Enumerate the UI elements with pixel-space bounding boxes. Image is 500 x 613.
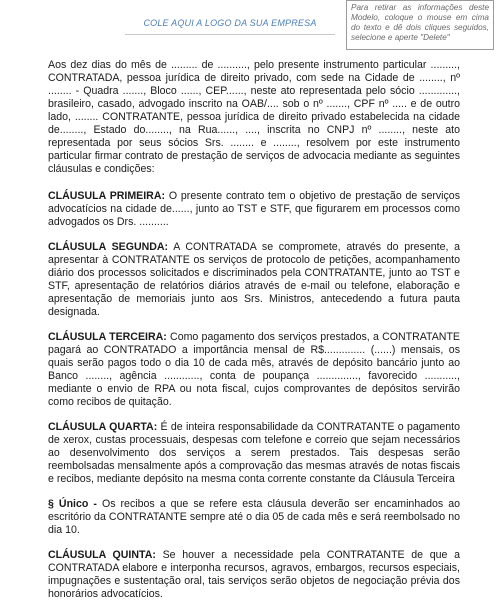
- clause-terceira: [48, 331, 460, 409]
- clause-label: CLÁUSULA QUARTA:: [48, 421, 158, 433]
- clause-text: O presente contrato tem o objetivo de prestação de serviços advocatícios na cidade de......, junto ao TST e STF, que figurarem em processos como advogados os Drs. ..........: [48, 190, 460, 228]
- clause-text: A CONTRATADA se compromete, através do presente, a apresentar à CONTRATANTE os serviços de protocolo de petições, acompanhamento diário dos processos solicitados e discriminados pela CONTRATANTE, junto ao TST e STF, apresentação de relatórios diários através de e-mail ou telefone, elaboração e apresentação de memoriais junto aos Srs. Ministros, antecedendo a futura pauta designada.: [48, 241, 461, 318]
- clause-quarta: [48, 421, 460, 486]
- paragrafo-unico: [48, 498, 460, 537]
- clause-text: É de inteira responsabilidade da CONTRATANTE o pagamento de xerox, custas processuais, despesas com telefone e correio que sejam necessários ao desenvolvimento dos serviços a serem prestados. Tais despesas serão reembolsadas mensalmente após a comprovação das mesmas através de notas fiscais e recibos, mediante depósito na mesma conta corrente constante da Cláusula Terceira: [48, 421, 460, 485]
- clause-text: Como pagamento dos serviços prestados, a CONTRATANTE pagará ao CONTRATADO a importância mensal de R$.............. (......) mensais, os quais serão pagos todo o dia 10 de cada mês, através de depósito bancário junto ao Banco ........, agência ............, conta de poupança .............., favorecido ..........., mediante o envio de RPA ou nota fiscal, cujos comprovantes de depósitos servirão como recibos de quitação.: [48, 331, 460, 408]
- clause-text: Os recibos a que se refere esta cláusula deverão ser encaminhados ao escritório da CONTRATANTE sempre até o dia 05 de cada mês e será reembolsado no dia 10.: [48, 498, 460, 536]
- clause-quinta: [48, 549, 460, 601]
- instruction-note: Para retirar as informações deste Modelo, coloque o mouse em cima do texto e dê dois cliques seguidos, selecione e aperte "Delete": [346, 0, 494, 50]
- logo-placeholder: COLE AQUI A LOGO DA SUA EMPRESA: [125, 12, 335, 35]
- clause-text: Se houver a necessidade pela CONTRATANTE de que a CONTRATADA elabore e interponha recursos, agravos, embargos, recursos especiais, impugnações e sustentação oral, tais serviços serão objetos de negociação prévia dos honorários advocatícios.: [48, 549, 460, 600]
- clause-label: CLÁUSULA PRIMEIRA:: [48, 190, 166, 202]
- clause-segunda: [48, 241, 460, 319]
- clause-label: CLÁUSULA TERCEIRA:: [48, 331, 167, 343]
- clause-label: § Único -: [48, 498, 97, 510]
- clause-primeira: [48, 190, 460, 229]
- clause-label: CLÁUSULA SEGUNDA:: [48, 241, 169, 253]
- intro-paragraph: Aos dez dias do mês de ......... de .........., pelo presente instrumento particular ........., CONTRATADA, pessoa jurídica de direito privado, com sede na Cidade de ........, nº ........ - Quadra ......., Bloco ......, CEP......, neste ato representada pelo sócio ............., brasileiro, casado, advogado inscrito na OAB/.... sob o nº ......., CPF nº ..... e de outro lado, ........ CONTRATANTE, pessoa jurídica de direito privado estabelecida na cidade de........, Estado do........, na Rua......, ...., inscrita no CNPJ nº ........, neste ato representada por seus sócios Srs. ........ e ........, resolvem por este instrumento particular firmar contrato de prestação de serviços de advocacia mediante as seguintes cláusulas e condições:: [48, 59, 460, 175]
- clause-label: CLÁUSULA QUINTA:: [48, 549, 156, 561]
- contract-body: [48, 59, 460, 613]
